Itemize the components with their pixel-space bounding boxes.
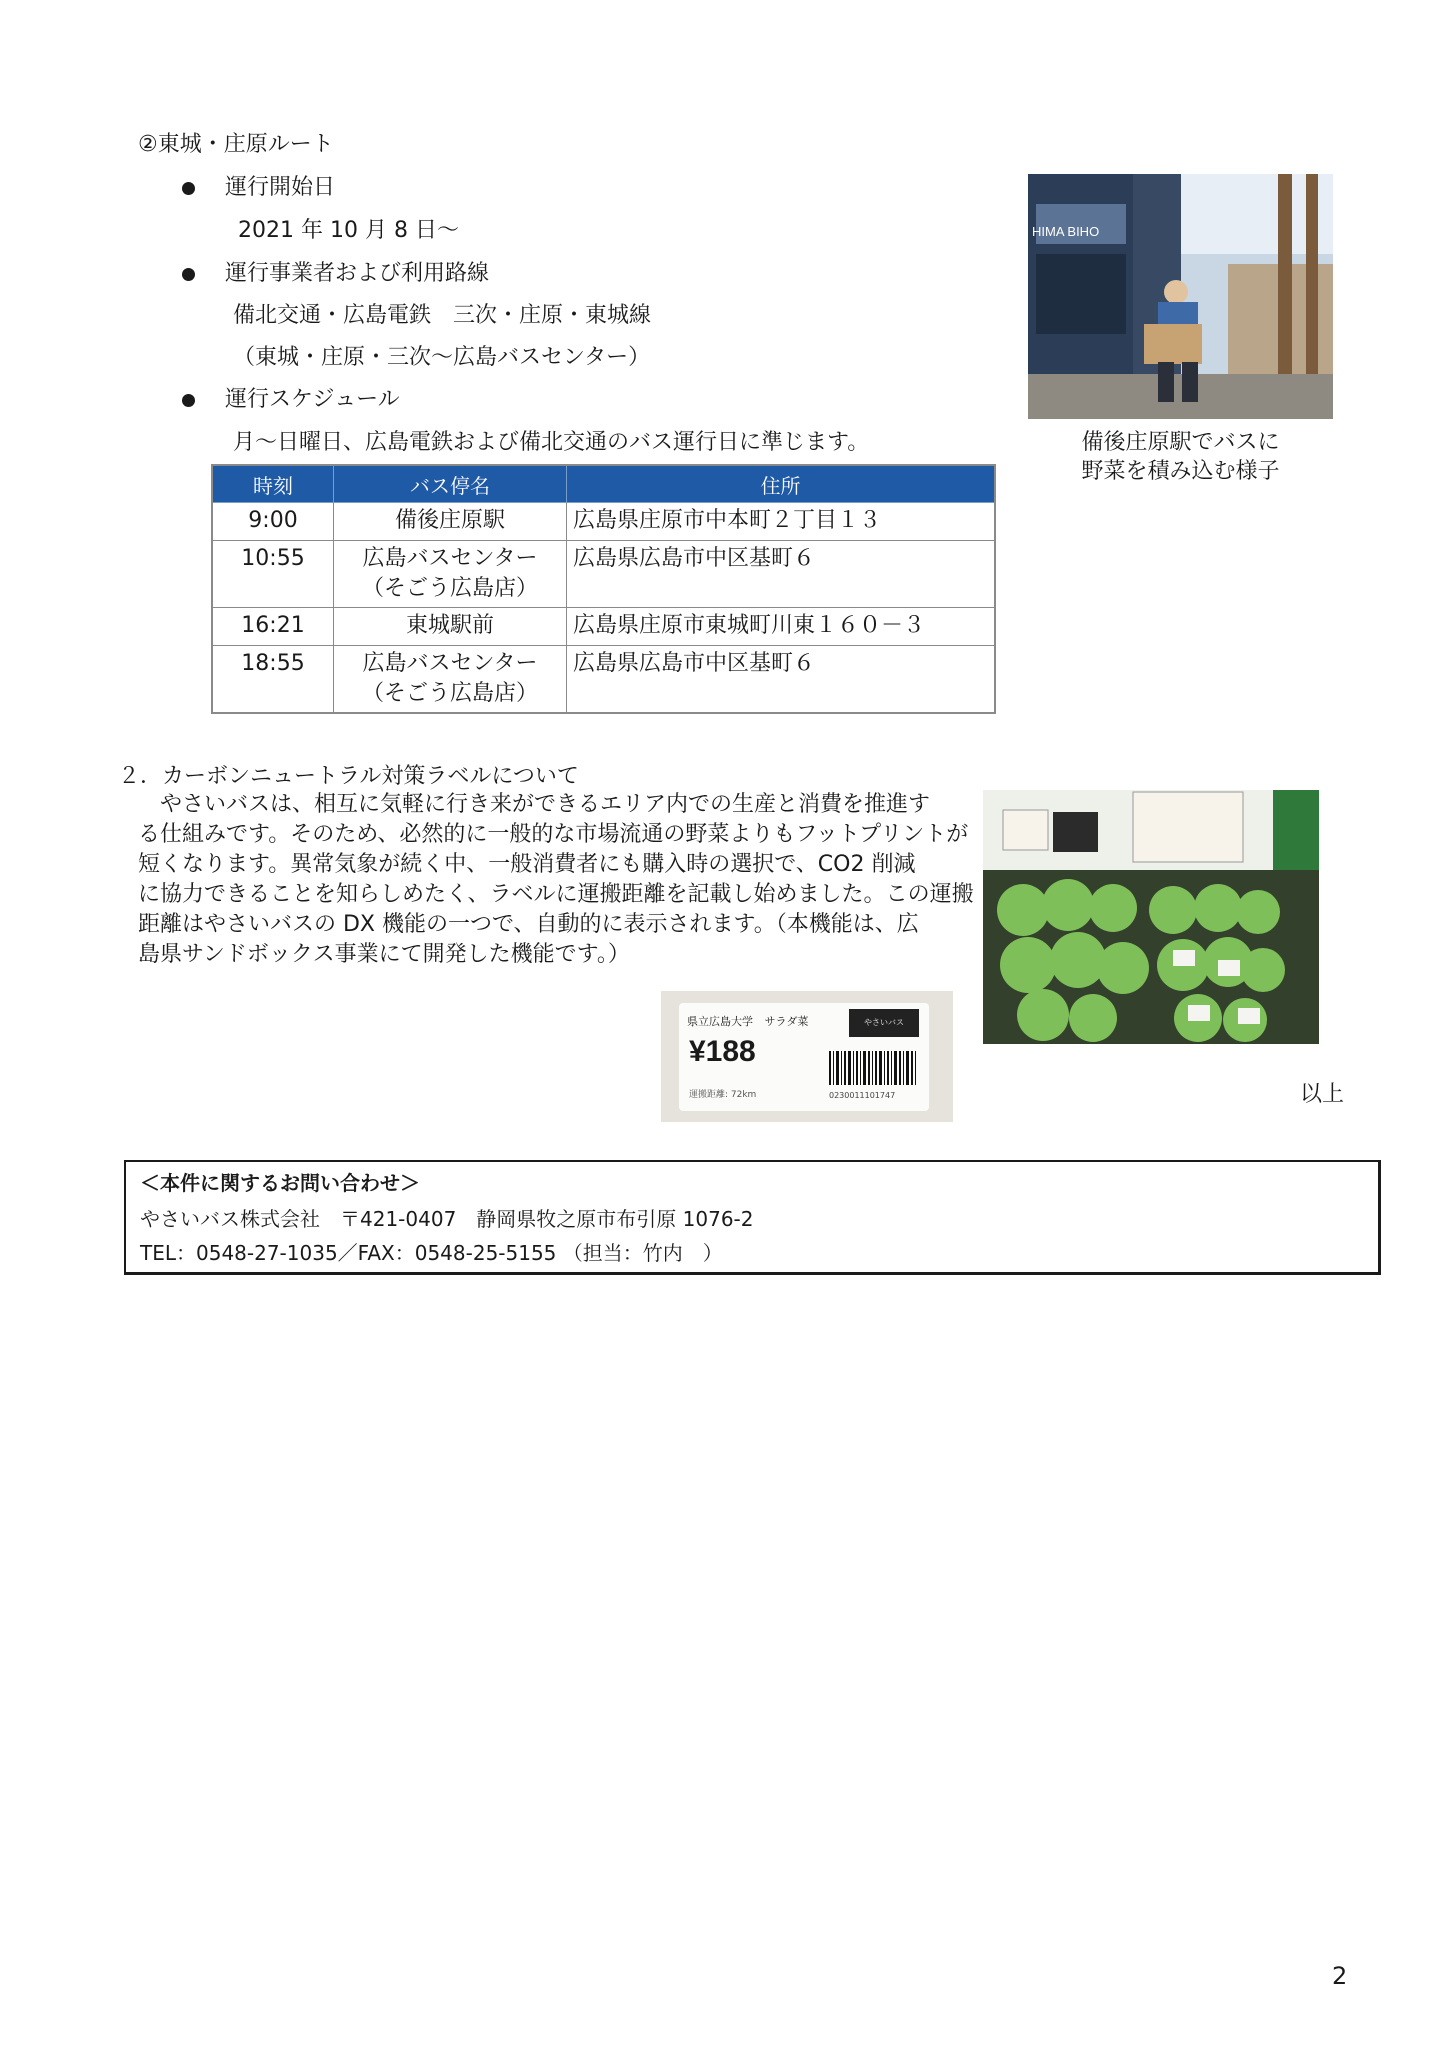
closing-text: 以上 <box>1300 1082 1345 1107</box>
page-number: 2 <box>1332 1962 1348 1990</box>
cell-address: 広島県広島市中区基町６ <box>567 646 996 714</box>
label-price: ¥188 <box>689 1035 756 1068</box>
table-header-row <box>212 465 995 503</box>
stop-name: 備後庄原駅 <box>394 508 505 533</box>
label-maker: 県立広島大学 <box>687 1015 753 1028</box>
stop-subname: （そごう広島店） <box>361 576 538 601</box>
stop-name: 東城駅前 <box>405 613 494 638</box>
contact-title: ＜本件に関するお問い合わせ＞ <box>140 1171 420 1195</box>
body-line: に協力できることを知らしめたく、ラベルに運搬距離を記載し始めました。この運搬 <box>138 882 974 907</box>
svg-text:HIMA BIHO: HIMA BIHO <box>1032 224 1100 239</box>
photo-caption-line: 備後庄原駅でバスに <box>1081 430 1280 455</box>
header-stop: バス停名 <box>334 465 567 503</box>
cell-address: 広島県広島市中区基町６ <box>567 541 996 608</box>
header-time: 時刻 <box>212 465 334 503</box>
start-date-label: 運行開始日 <box>225 175 336 200</box>
route-heading: ②東城・庄原ルート <box>138 132 334 157</box>
label-brand: やさいバス <box>864 1018 904 1027</box>
table-row <box>212 541 995 608</box>
table-row <box>212 608 995 646</box>
barcode-icon <box>829 1051 919 1091</box>
operator-line: 備北交通・広島電鉄 三次・庄原・東城線 <box>233 303 652 328</box>
price-label-sticker <box>679 1003 929 1111</box>
cell-time: 10:55 <box>212 541 334 608</box>
section2-heading: ２．カーボンニュートラル対策ラベルについて <box>118 764 579 789</box>
operator-route: （東城・庄原・三次～広島バスセンター） <box>233 345 651 370</box>
cell-stop <box>334 646 567 714</box>
cell-address: 広島県庄原市東城町川東１６０－３ <box>567 608 996 646</box>
bullet-icon <box>182 268 195 281</box>
table-row <box>212 503 995 541</box>
bullet-icon <box>182 394 195 407</box>
cell-stop <box>334 503 567 541</box>
label-maker-row <box>687 1013 808 1029</box>
cell-stop <box>334 608 567 646</box>
label-brand-logo <box>849 1009 919 1037</box>
schedule-label: 運行スケジュール <box>225 387 400 412</box>
bullet-icon <box>182 182 195 195</box>
contact-phone: TEL：0548-27-1035／FAX：0548-25-5155 （担当：竹内 ） <box>140 1241 723 1265</box>
bus-loading-illustration <box>1028 174 1333 419</box>
section2-body <box>138 790 974 970</box>
contact-address: やさいバス株式会社 〒421-0407 静岡県牧之原市布引原 1076-2 <box>140 1207 754 1231</box>
cell-time: 9:00 <box>212 503 334 541</box>
stop-subname: （そごう広島店） <box>361 681 538 706</box>
contact-box <box>124 1160 1381 1275</box>
body-line: 島県サンドボックス事業にて開発した機能です。） <box>138 942 630 967</box>
schedule-table <box>211 464 996 714</box>
body-line: 距離はやさいバスの DX 機能の一つで、自動的に表示されます。（本機能は、広 <box>138 912 919 937</box>
cell-time: 18:55 <box>212 646 334 714</box>
cell-stop <box>334 541 567 608</box>
produce-shelf-photo <box>983 790 1319 1044</box>
body-line: る仕組みです。そのため、必然的に一般的な市場流通の野菜よりもフットプリントが <box>138 822 969 847</box>
price-label-photo <box>661 991 953 1122</box>
label-distance: 運搬距離: 72km <box>689 1090 757 1100</box>
operator-label: 運行事業者および利用路線 <box>225 261 490 286</box>
bus-loading-photo <box>1028 174 1333 419</box>
body-line: やさいバスは、相互に気軽に行き来ができるエリア内での生産と消費を推進す <box>138 792 931 817</box>
schedule-note: 月～日曜日、広島電鉄および備北交通のバス運行日に準じます。 <box>233 430 870 455</box>
cell-time: 16:21 <box>212 608 334 646</box>
stop-name: 広島バスセンター <box>362 651 538 676</box>
photo-caption <box>1068 428 1293 486</box>
header-address: 住所 <box>567 465 996 503</box>
photo-caption-line: 野菜を積み込む様子 <box>1081 459 1280 484</box>
stop-name: 広島バスセンター <box>362 546 538 571</box>
table-row <box>212 646 995 714</box>
produce-shelf-illustration <box>983 790 1319 1044</box>
cell-address: 広島県庄原市中本町２丁目１３ <box>567 503 996 541</box>
label-product: サラダ菜 <box>764 1015 809 1028</box>
start-date-value: 2021 年 10 月 8 日～ <box>238 218 459 243</box>
barcode-number: 0230011101747 <box>829 1091 896 1100</box>
body-line: 短くなります。異常気象が続く中、一般消費者にも購入時の選択で、CO2 削減 <box>138 852 916 877</box>
